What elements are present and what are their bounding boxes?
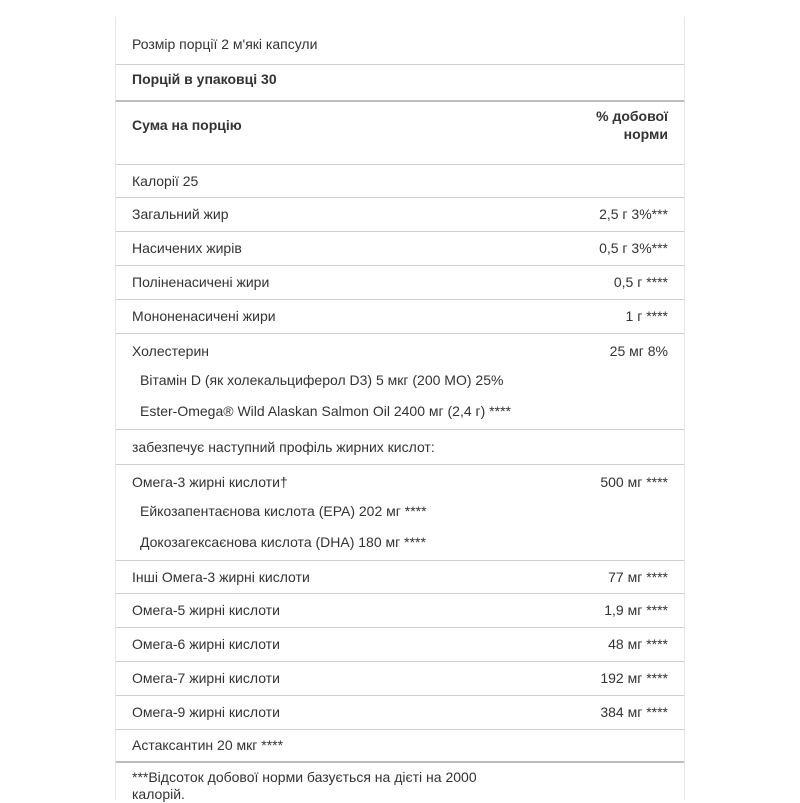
nutrient-value: 0,5 г **** — [613, 274, 668, 290]
nutrient-label: Калорії 25 — [132, 173, 199, 189]
nutrient-row — [116, 299, 684, 333]
nutrient-row — [116, 265, 684, 299]
nutrient-value: 77 мг **** — [608, 569, 668, 585]
nutrient-value: 500 мг **** — [600, 474, 668, 490]
serving-size-row — [116, 34, 684, 64]
nutrient-group-omega3 — [116, 464, 684, 560]
nutrient-label: Насичених жирів — [132, 240, 242, 256]
nutrient-sub-label: Вітамін D (як холекальциферол D3) 5 мкг (200 МО) 25% — [140, 372, 504, 388]
nutrient-label: Омега-7 жирні кислоти — [132, 670, 280, 686]
nutrient-label: Омега-9 жирні кислоти — [132, 704, 280, 720]
nutrient-label: Поліненасичені жири — [132, 274, 270, 290]
nutrient-sub-label: Докозагексаєнова кислота (DHA) 180 мг **** — [140, 534, 426, 550]
supplement-facts-panel — [115, 17, 685, 800]
nutrient-row — [116, 593, 684, 627]
nutrient-value: 384 мг **** — [600, 704, 668, 720]
footnote-line2: калорій. — [132, 786, 185, 802]
nutrient-row — [116, 560, 684, 593]
profile-intro-text: забезпечує наступний профіль жирних кислот: — [132, 439, 435, 455]
nutrient-value: 1,9 мг **** — [604, 602, 668, 618]
footnote-line1: ***Відсоток добової норми базується на дієті на 2000 — [132, 769, 477, 785]
nutrient-label: Загальний жир — [132, 206, 229, 222]
nutrient-value: 0,5 г 3%*** — [599, 240, 668, 256]
nutrient-label: Омега-6 жирні кислоти — [132, 636, 280, 652]
nutrient-label: Омега-5 жирні кислоти — [132, 602, 280, 618]
nutrient-row — [116, 627, 684, 661]
nutrient-row — [116, 661, 684, 695]
nutrient-row — [116, 231, 684, 265]
nutrient-row — [116, 164, 684, 197]
nutrient-group-cholesterol — [116, 333, 684, 429]
daily-value-label-line2: норми — [623, 126, 668, 142]
nutrient-label: Мононенасичені жири — [132, 308, 276, 324]
nutrient-value: 2,5 г 3%*** — [599, 206, 668, 222]
nutrient-label: Омега-3 жирні кислоти† — [132, 474, 288, 490]
nutrient-label: Астаксантин 20 мкг **** — [132, 737, 284, 753]
footnote-row — [116, 761, 684, 801]
nutrient-value: 192 мг **** — [600, 670, 668, 686]
nutrient-row — [116, 197, 684, 231]
serving-size-text: Розмір порції 2 м'які капсули — [132, 36, 318, 52]
nutrient-sub-label: Ester-Omega® Wild Alaskan Salmon Oil 2400 мг (2,4 г) **** — [140, 403, 511, 419]
nutrient-row — [116, 729, 684, 762]
nutrient-label: Холестерин — [132, 343, 209, 359]
nutrient-value: 48 мг **** — [608, 636, 668, 652]
nutrient-sub-label: Ейкозапентаєнова кислота (EPA) 202 мг **** — [140, 503, 427, 519]
servings-per-container-text: Порцій в упаковці 30 — [132, 71, 277, 87]
nutrient-label: Інші Омега-3 жирні кислоти — [132, 569, 310, 585]
nutrient-value: 25 мг 8% — [609, 343, 668, 359]
nutrient-row — [116, 695, 684, 729]
nutrient-value: 1 г **** — [625, 308, 668, 324]
amount-header-row — [116, 100, 684, 164]
profile-intro-row — [116, 429, 684, 464]
daily-value-label-line1: % добової — [596, 108, 668, 124]
amount-per-serving-label: Сума на порцію — [132, 117, 242, 133]
servings-per-container-row — [116, 64, 684, 98]
